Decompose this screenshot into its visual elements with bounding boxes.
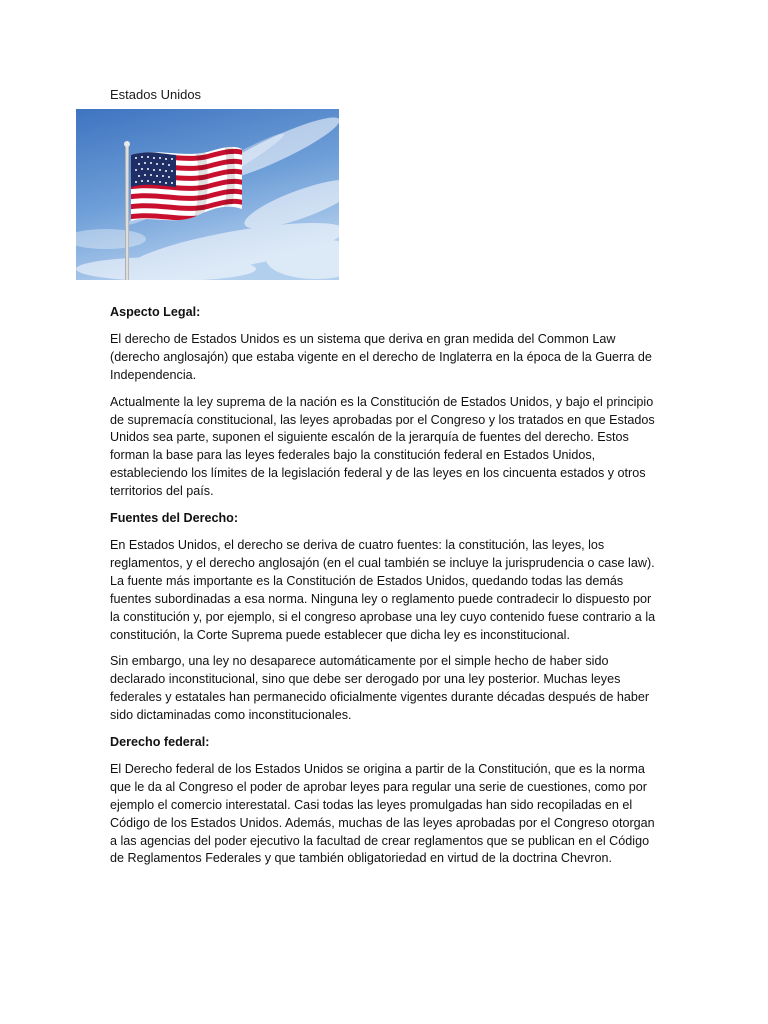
section-heading: Aspecto Legal: [110,305,201,319]
section-derecho-federal [110,734,662,868]
paragraph: El Derecho federal de los Estados Unidos se origina a partir de la Constitución, que es la norma que le da al Congreso el poder de aprobar leyes para regular una serie de cuestiones, como por ejemplo el comercio interestatal. Casi todas las leyes promulgadas han sido recopiladas en el Código de los Estados Unidos. Además, muchas de las leyes aprobadas por el Congreso otorgan a las agencias del poder ejecutivo la facultad de crear reglamentos que se publican en el Código de Reglamentos Federales y que también obligatoriedad en virtud de la doctrina Chevron. [110,761,655,866]
paragraph: El derecho de Estados Unidos es un sistema que deriva en gran medida del Common Law (derecho anglosajón) que estaba vigente en el derecho de Inglaterra en la época de la Guerra de Independencia. [110,331,652,382]
document-body [110,304,662,877]
section-aspecto-legal [110,304,662,501]
section-heading: Fuentes del Derecho: [110,511,239,526]
document-title: Estados Unidos [110,87,202,102]
section-heading: Derecho federal: [110,735,210,750]
paragraph: Sin embargo, una ley no desaparece automáticamente por el simple hecho de haber sido declarado inconstitucional, sino que debe ser derogado por una ley posterior. Muchas leyes federales y estatales han permanecido oficialmente vigentes durante décadas después de haber sido dictaminadas como inconstitucionales. [110,654,650,723]
paragraph: Actualmente la ley suprema de la nación es la Constitución de Estados Unidos, y bajo el principio de supremacía constitucional, las leyes aprobadas por el Congreso y los tratados en que Estados Unidos sea parte, suponen el siguiente escalón de la jerarquía de fuentes del derecho. Estos forman la base para las leyes federales bajo la constitución federal en Estados Unidos, estableciendo los límites de la legislación federal y de las leyes en los cincuenta estados y otros territorios del país. [110,394,655,499]
section-fuentes-del-derecho [110,510,662,725]
paragraph: En Estados Unidos, el derecho se deriva de cuatro fuentes: la constitución, las leyes, los reglamentos, y el derecho anglosajón (en el cual también se incluye la jurisprudencia o case law). La fuente más importante es la Constitución de Estados Unidos, quedando todas las demás fuentes subordinadas a esa norma. Ninguna ley o reglamento puede contradecir lo dispuesto por la constitución y, por ejemplo, si el congreso aprobase una ley cuyo contenido fuese contrario a la constitución, la Corte Suprema puede establecer que dicha ley es inconstitucional. [110,537,656,642]
us-flag-photo [76,109,339,280]
us-flag-icon [76,109,339,280]
